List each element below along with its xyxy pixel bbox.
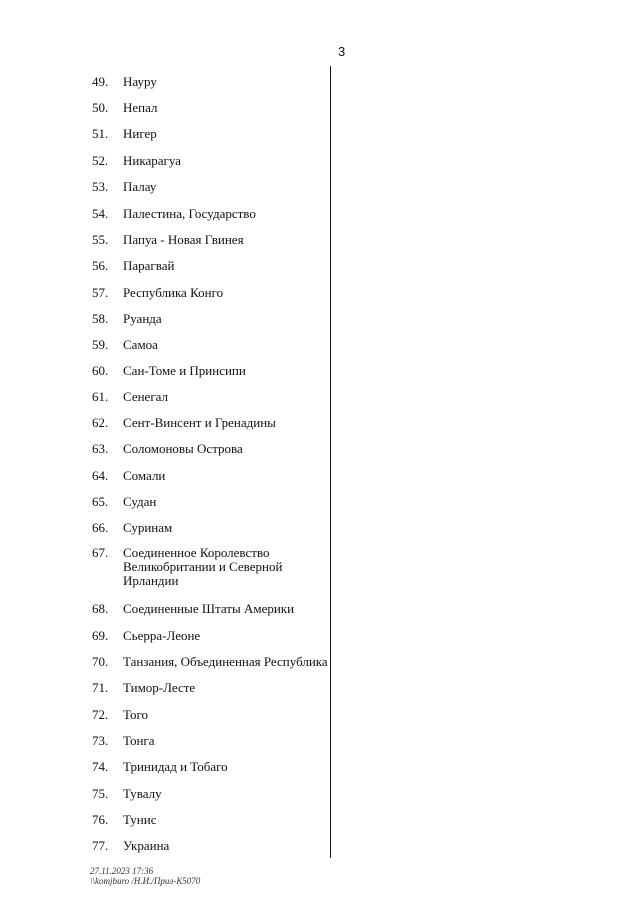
- country-name: Сьерра-Леоне: [123, 628, 201, 643]
- item-number: 62.: [92, 415, 109, 430]
- country-name: Соломоновы Острова: [123, 441, 243, 456]
- list-item: [92, 286, 329, 300]
- item-number: 63.: [92, 441, 109, 456]
- footer-timestamp: 27.11.2023 17:36: [90, 866, 154, 876]
- item-number: 72.: [92, 707, 109, 722]
- list-item: [92, 469, 329, 483]
- country-name: Сомали: [123, 468, 166, 483]
- item-number: 70.: [92, 654, 109, 669]
- list-item: [92, 101, 329, 115]
- item-number: 76.: [92, 812, 109, 827]
- list-item: [92, 839, 329, 853]
- item-number: 71.: [92, 680, 109, 695]
- item-number: 57.: [92, 285, 109, 300]
- country-name: Украина: [123, 838, 170, 853]
- country-name: Тринидад и Тобаго: [123, 759, 228, 774]
- list-item: [92, 629, 329, 643]
- item-number: 61.: [92, 389, 109, 404]
- country-name: Танзания, Объединенная Республика: [123, 654, 328, 669]
- list-item: [92, 787, 329, 801]
- item-number: 50.: [92, 100, 109, 115]
- item-number: 73.: [92, 733, 109, 748]
- list-item: [92, 127, 329, 141]
- country-name: Тувалу: [123, 786, 162, 801]
- list-item: [92, 180, 329, 194]
- list-item: [92, 207, 329, 221]
- list-item: [92, 259, 329, 273]
- item-number: 64.: [92, 468, 109, 483]
- list-item: [92, 602, 294, 616]
- country-name: Палау: [123, 179, 157, 194]
- item-number: 75.: [92, 786, 109, 801]
- footer-file-path: \\komjburo /Н.И./Прил-К5070: [90, 876, 201, 886]
- list-item: [92, 338, 329, 352]
- list-item: [92, 521, 329, 535]
- list-item: [92, 312, 329, 326]
- item-number: 59.: [92, 337, 109, 352]
- country-name: Тимор-Лесте: [123, 680, 196, 695]
- item-number: 60.: [92, 363, 109, 378]
- country-name: Того: [123, 707, 148, 722]
- country-name: Сан-Томе и Принсипи: [123, 363, 246, 378]
- country-name: Самоа: [123, 337, 158, 352]
- list-item: [92, 154, 329, 168]
- item-number: 54.: [92, 206, 109, 221]
- page-number: 3: [338, 44, 346, 59]
- country-name: Непал: [123, 100, 158, 115]
- document-footer: [90, 866, 200, 886]
- list-item: [92, 681, 329, 695]
- item-number: 58.: [92, 311, 109, 326]
- list-item: [92, 734, 329, 748]
- item-number: 51.: [92, 126, 109, 141]
- list-item: [92, 495, 329, 509]
- country-name: Соединенные Штаты Америки: [123, 601, 295, 616]
- country-name: Никарагуа: [123, 153, 181, 168]
- item-number: 66.: [92, 520, 109, 535]
- list-item: [92, 546, 329, 588]
- country-name: Тунис: [123, 812, 157, 827]
- item-number: 52.: [92, 153, 109, 168]
- list-item: [92, 364, 329, 378]
- country-name: Суринам: [123, 520, 173, 535]
- country-name: Соединенное Королевство Великобритании и Северной Ирландии: [123, 545, 283, 588]
- list-item: [92, 760, 329, 774]
- item-number: 55.: [92, 232, 109, 247]
- list-item: [92, 233, 329, 247]
- list-item: [92, 416, 329, 430]
- country-name: Палестина, Государство: [123, 206, 256, 221]
- item-number: 67.: [92, 545, 109, 560]
- country-name: Сенегал: [123, 389, 169, 404]
- list-item: [92, 655, 328, 669]
- country-name: Нигер: [123, 126, 157, 141]
- item-number: 77.: [92, 838, 109, 853]
- country-name: Науру: [123, 74, 157, 89]
- country-name: Парагвай: [123, 258, 175, 273]
- item-number: 69.: [92, 628, 109, 643]
- country-name: Судан: [123, 494, 157, 509]
- country-name: Республика Конго: [123, 285, 224, 300]
- list-item: [92, 75, 329, 89]
- list-item: [92, 442, 329, 456]
- list-item: [92, 708, 329, 722]
- list-item: [92, 390, 329, 404]
- country-name: Папуа - Новая Гвинея: [123, 232, 244, 247]
- item-number: 68.: [92, 601, 109, 616]
- item-number: 53.: [92, 179, 109, 194]
- country-name: Руанда: [123, 311, 162, 326]
- list-item: [92, 813, 329, 827]
- item-number: 49.: [92, 74, 109, 89]
- item-number: 74.: [92, 759, 109, 774]
- item-number: 65.: [92, 494, 109, 509]
- country-name: Сент-Винсент и Гренадины: [123, 415, 276, 430]
- item-number: 56.: [92, 258, 109, 273]
- country-name: Тонга: [123, 733, 155, 748]
